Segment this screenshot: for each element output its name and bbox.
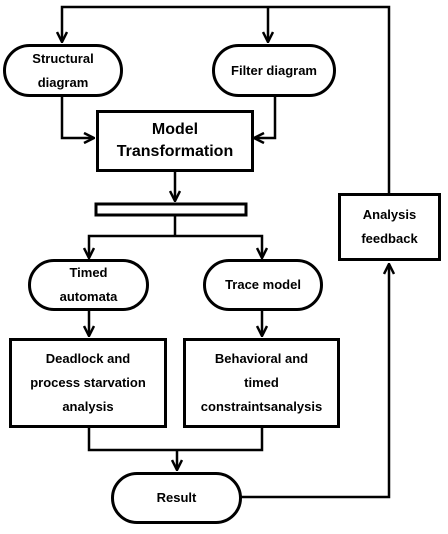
analysis-feedback-node: [338, 193, 441, 261]
fork-bar: [96, 204, 246, 215]
model-transformation-label: Model Transformation: [116, 121, 234, 160]
filter-to-model-arrow: [254, 96, 275, 138]
model-transformation-node: [96, 110, 254, 172]
result-label: Result: [156, 490, 197, 505]
trace-model-node: [203, 259, 323, 311]
analysis-feedback-label: Analysis feedback: [361, 207, 418, 246]
timed-automata-node: [28, 259, 149, 311]
deadlock-analysis-label: Deadlock and process starvation analysis: [30, 351, 146, 414]
filter-diagram-node: [212, 44, 336, 97]
deadlock-merge-line: [89, 427, 262, 450]
structural-diagram-label: Structural diagram: [32, 50, 94, 90]
filter-diagram-label: Filter diagram: [231, 62, 317, 78]
trace-model-label: Trace model: [225, 277, 301, 292]
structural-to-model-arrow: [62, 96, 94, 138]
deadlock-analysis-node: [9, 338, 167, 428]
structural-diagram-node: [3, 44, 123, 97]
behavioral-analysis-node: [183, 338, 340, 428]
result-node: [111, 472, 242, 524]
fork-to-timed-automata: [89, 236, 175, 258]
behavioral-analysis-label: Behavioral and timed constraintsanalysis: [200, 351, 323, 414]
fork-to-trace-model: [175, 236, 262, 258]
timed-automata-label: Timed automata: [59, 265, 118, 304]
